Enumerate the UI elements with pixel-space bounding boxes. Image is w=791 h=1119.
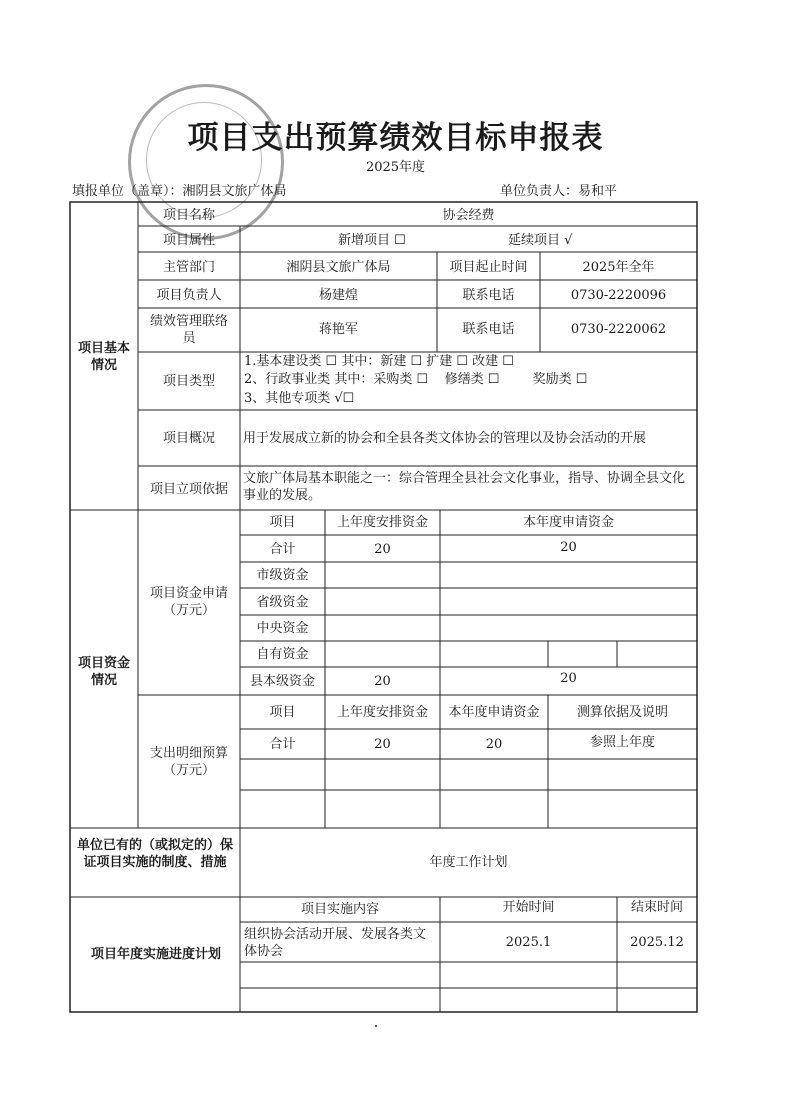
schedule-row-end: 2025.12 — [630, 935, 684, 950]
page-title: 项目支出预算绩效目标申报表 — [187, 120, 604, 156]
type-line-1: 1.基本建设类 ☐ 其中：新建 ☐ 扩建 ☐ 改建 ☐ — [244, 354, 514, 369]
fund-row-label: 合计 — [269, 542, 296, 557]
fund-apply-label: 项目资金申请（万元） — [149, 586, 228, 618]
attr-continuing-checkbox: 延续项目 √ — [508, 233, 573, 248]
schedule-row-start: 2025.1 — [505, 935, 552, 950]
schedule-col-start: 开始时间 — [502, 900, 555, 915]
owner-label: 项目负责人 — [156, 288, 222, 303]
unit-leader: 单位负责人：易和平 — [500, 184, 618, 199]
fund-row-label: 中央资金 — [256, 621, 309, 636]
basis-value: 文旅广体局基本职能之一：综合管理全县社会文化事业，指导、协调全县文化事业的发展。 — [243, 471, 686, 503]
dept-value: 湘阴县文旅广体局 — [286, 260, 391, 275]
fund-row-label: 县本级资金 — [249, 674, 315, 689]
schedule-col-end: 结束时间 — [630, 900, 683, 915]
detail-budget-label: 支出明细预算（万元） — [149, 746, 228, 778]
guarantee-label: 单位已有的（或拟定的）保证项目实施的制度、措施 — [76, 838, 233, 870]
liaison-value: 蒋艳军 — [318, 322, 358, 337]
detail-row-label: 合计 — [269, 737, 296, 752]
fund-col-item: 项目 — [269, 515, 296, 530]
dept-label: 主管部门 — [162, 260, 215, 275]
detail-row-this: 20 — [485, 737, 503, 752]
fund-row-last: 20 — [374, 542, 391, 557]
guarantee-value: 年度工作计划 — [429, 855, 508, 870]
schedule-row-content: 组织协会活动开展、发展各类文体协会 — [244, 927, 427, 959]
owner-value: 杨建煌 — [318, 288, 358, 303]
owner-phone-label: 联系电话 — [462, 288, 515, 303]
fiscal-year: 2025年度 — [365, 160, 426, 175]
section-basic-info: 项目基本情况 — [77, 341, 130, 373]
fund-col-this: 本年度申请资金 — [522, 515, 614, 530]
type-line-3: 3、其他专项类 √☐ — [244, 391, 355, 406]
detail-col-basis: 测算依据及说明 — [576, 705, 668, 720]
fund-row-label: 自有资金 — [256, 647, 309, 662]
period-value: 2025年全年 — [582, 260, 655, 275]
detail-row-basis: 参照上年度 — [589, 735, 655, 750]
detail-col-item: 项目 — [269, 705, 296, 720]
liaison-label: 绩效管理联络员 — [149, 314, 228, 346]
owner-phone: 0730-2220096 — [570, 288, 667, 303]
project-name-label: 项目名称 — [162, 208, 215, 223]
type-label: 项目类型 — [162, 374, 215, 389]
overview-label: 项目概况 — [162, 431, 215, 446]
period-label: 项目起止时间 — [449, 260, 528, 275]
project-attr-label: 项目属性 — [162, 233, 215, 248]
liaison-phone: 0730-2220062 — [570, 322, 667, 337]
type-line-2: 2、行政事业类 其中：采购类 ☐ 修缮类 ☐ 奖励类 ☐ — [244, 372, 588, 387]
overview-value: 用于发展成立新的协会和全县各类文体协会的管理以及协会活动的开展 — [243, 431, 647, 446]
detail-col-this: 本年度申请资金 — [448, 705, 540, 720]
attr-new-checkbox: 新增项目 ☐ — [338, 233, 406, 248]
fund-col-last: 上年度安排资金 — [336, 515, 428, 530]
reporting-unit: 填报单位（盖章）：湘阴县文旅广体局 — [72, 184, 287, 199]
project-name-value: 协会经费 — [442, 208, 495, 223]
detail-col-last: 上年度安排资金 — [336, 705, 428, 720]
fund-row-label: 省级资金 — [256, 595, 309, 610]
fund-row-label: 市级资金 — [256, 568, 309, 583]
basis-label: 项目立项依据 — [149, 482, 228, 497]
detail-row-last: 20 — [374, 737, 391, 752]
fund-row-this: 20 — [560, 540, 577, 555]
section-funds: 项目资金情况 — [77, 656, 130, 688]
fund-row-last: 20 — [374, 674, 391, 689]
schedule-col-content: 项目实施内容 — [300, 902, 379, 917]
liaison-phone-label: 联系电话 — [462, 322, 515, 337]
scan-speck — [375, 1025, 377, 1027]
fund-row-this: 20 — [560, 671, 577, 686]
schedule-label: 项目年度实施进度计划 — [90, 947, 221, 962]
